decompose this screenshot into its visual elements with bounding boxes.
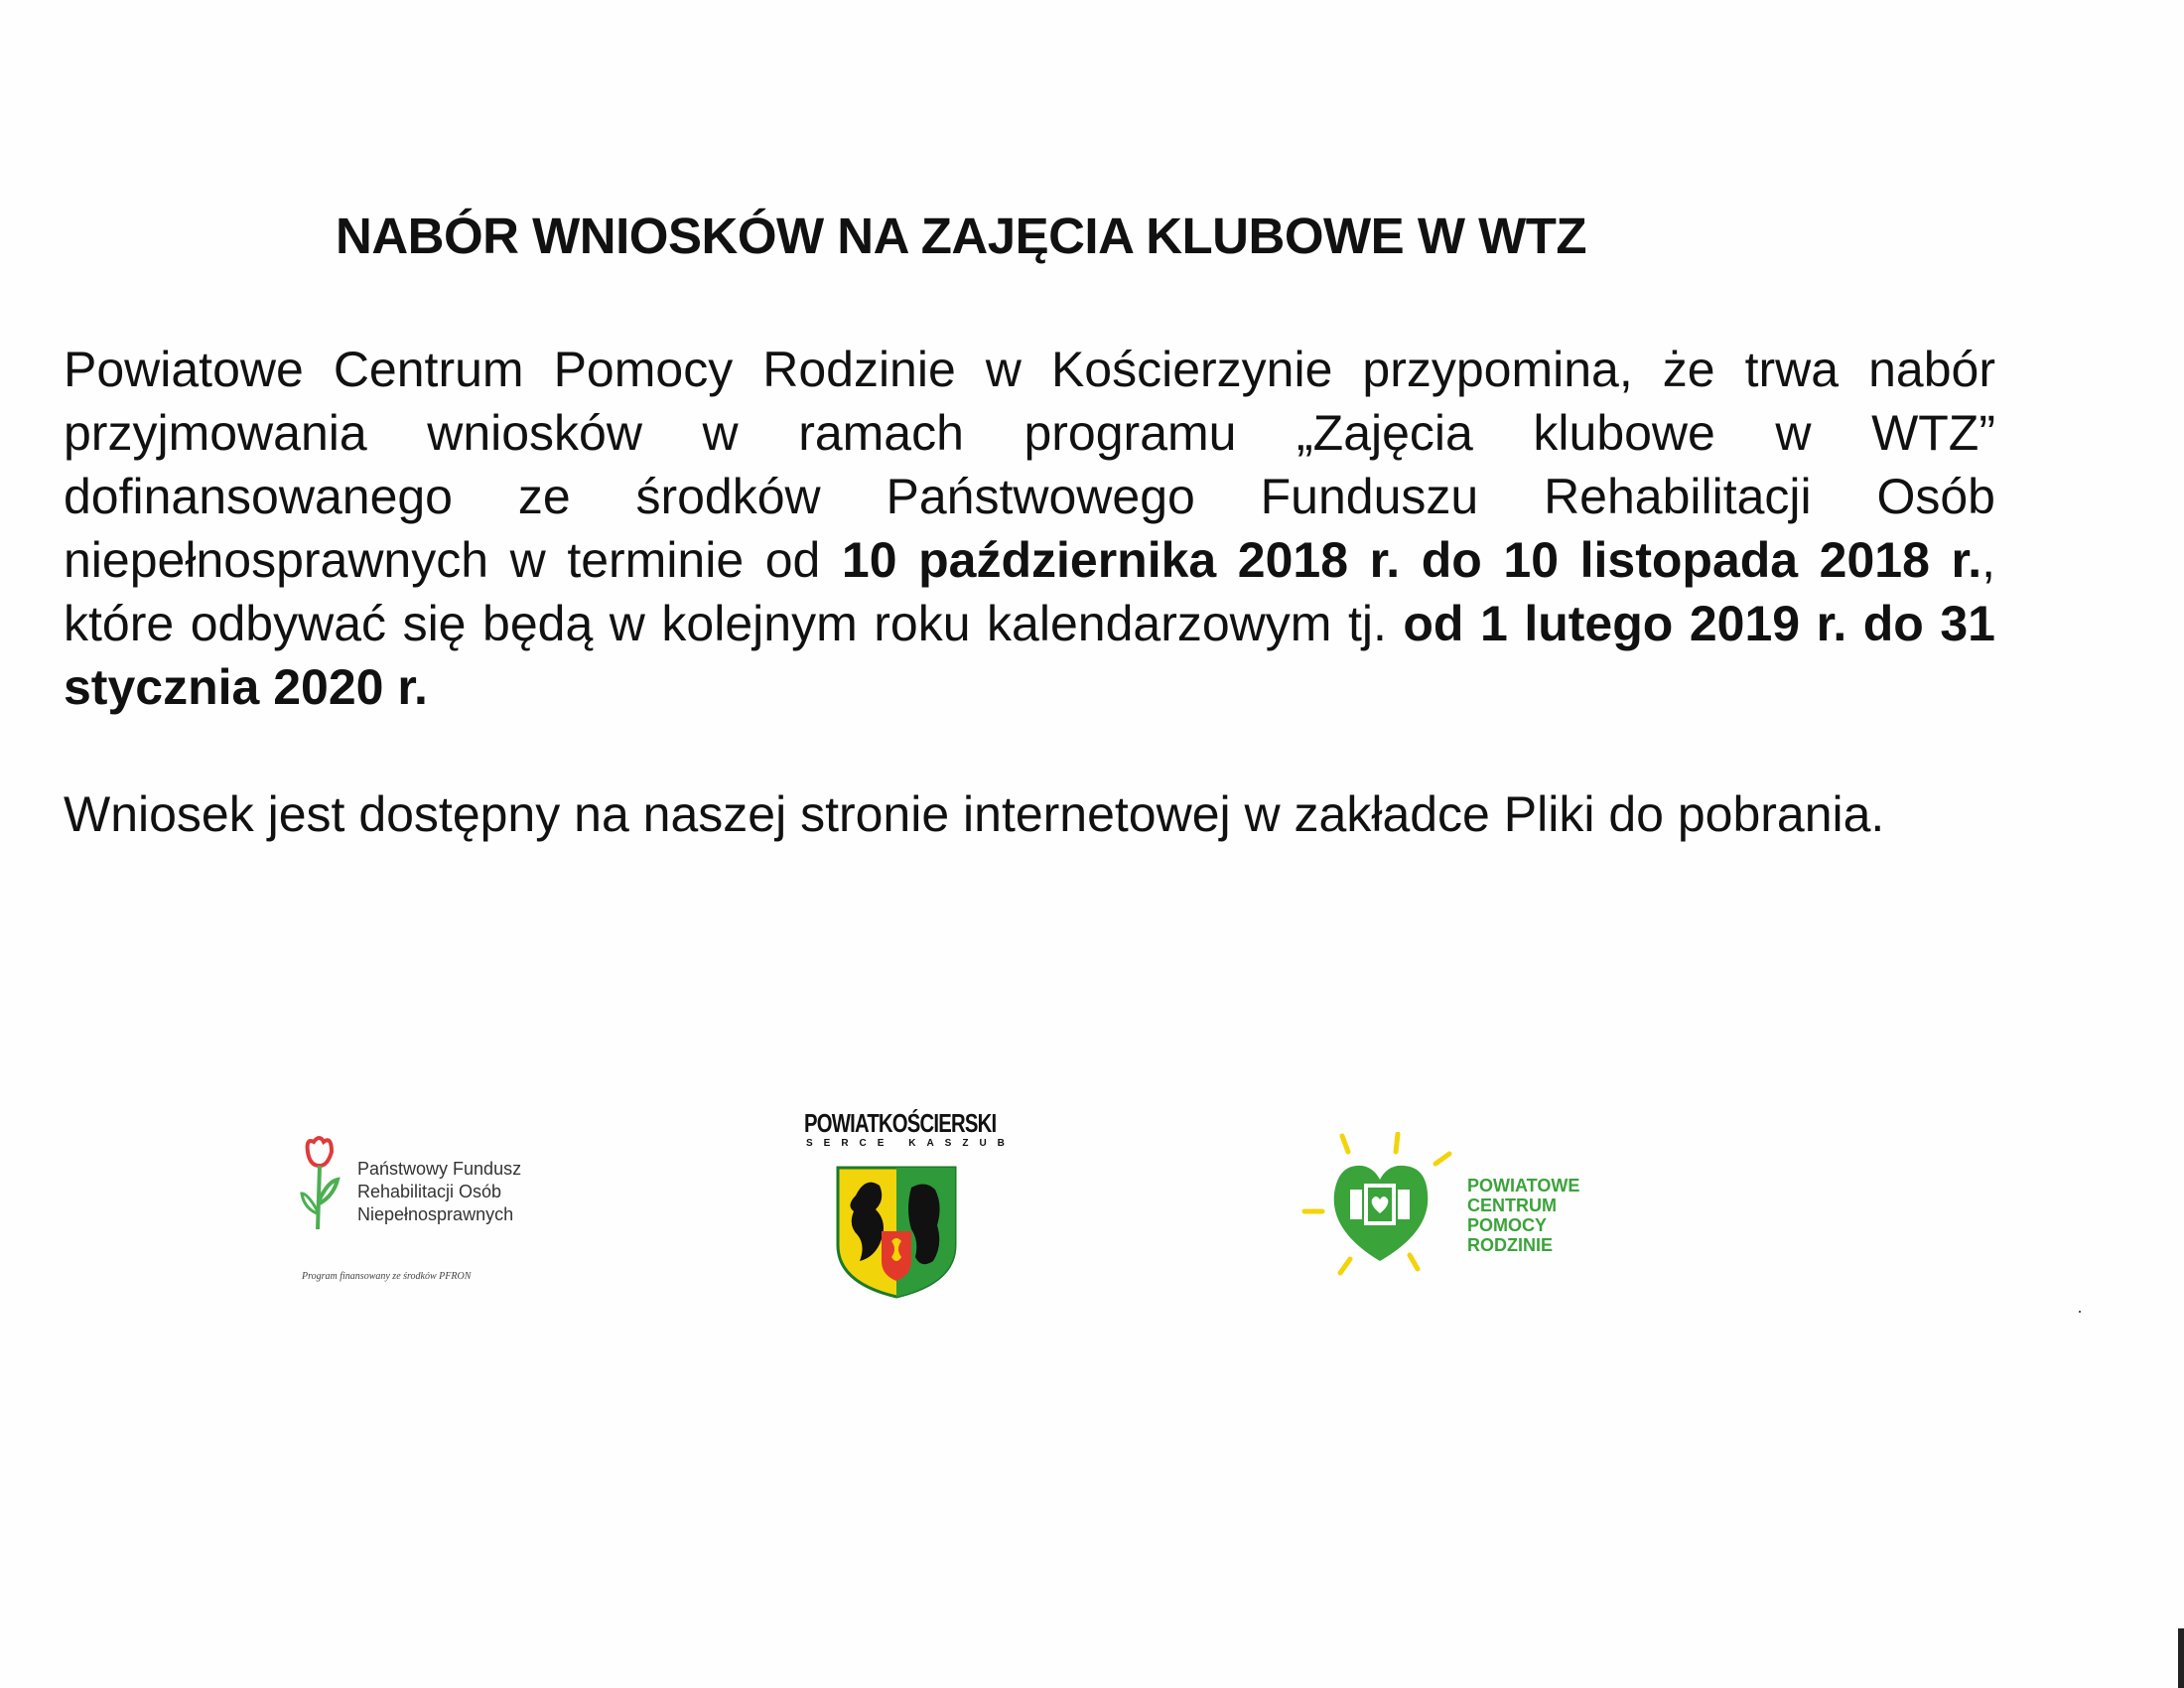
- application-period-dates: 10 października 2018 r. do 10 listopada 2018 r.: [841, 532, 1982, 588]
- paragraph-text-1: Powiatowe Centrum Pomocy Rodzinie w Kościerzynie przypomina, że trwa nabór przyjmowania wniosków w ramach programu „Zajęcia klubowe w WTZ” dofinansowanego ze środków Państwowego Funduszu Rehabilitacji Osób niepełnosprawnych w terminie od: [64, 342, 1995, 588]
- pfron-logo: [298, 1132, 556, 1291]
- pcpr-name: [1467, 1176, 1579, 1255]
- pfron-line-3: Niepełnosprawnych: [357, 1204, 514, 1224]
- coat-of-arms-icon: [836, 1166, 957, 1299]
- green-heart-sun-icon: [1300, 1132, 1459, 1291]
- pcpr-logo: [1300, 1132, 1618, 1291]
- scan-speck: [2079, 1311, 2081, 1313]
- pfron-funding-note: Program finansowany ze środków PFRON: [302, 1271, 472, 1282]
- pfron-line-1: Państwowy Fundusz: [357, 1159, 522, 1179]
- powiat-title: POWIATKOŚCIERSKI: [804, 1108, 997, 1138]
- download-info-paragraph: Wniosek jest dostępny na naszej stronie internetowej w zakładce Pliki do pobrania.: [64, 786, 1885, 842]
- pcpr-line-3: POMOCY: [1467, 1215, 1548, 1235]
- pcpr-line-1: POWIATOWE: [1467, 1176, 1580, 1196]
- announcement-paragraph: [64, 338, 1995, 719]
- document-title: NABÓR WNIOSKÓW NA ZAJĘCIA KLUBOWE W WTZ: [336, 208, 1587, 264]
- powiat-subtitle: SERCE KASZUB: [806, 1138, 1016, 1149]
- tulip-icon: [298, 1132, 347, 1231]
- pfron-line-2: Rehabilitacji Osób: [357, 1182, 502, 1201]
- scan-edge-mark: [2178, 1628, 2184, 1688]
- program-period-dates: od 1 lutego 2019 r. do 31 stycznia 2020 r.: [64, 596, 1995, 715]
- powiat-koscierski-logo: [800, 1108, 1016, 1307]
- paragraph-text-2: , które odbywać się będą w kolejnym roku kalendarzowym tj.: [64, 532, 1995, 651]
- pcpr-line-4: RODZINIE: [1467, 1235, 1554, 1255]
- pcpr-line-2: CENTRUM: [1467, 1196, 1557, 1215]
- pfron-name: [357, 1158, 521, 1226]
